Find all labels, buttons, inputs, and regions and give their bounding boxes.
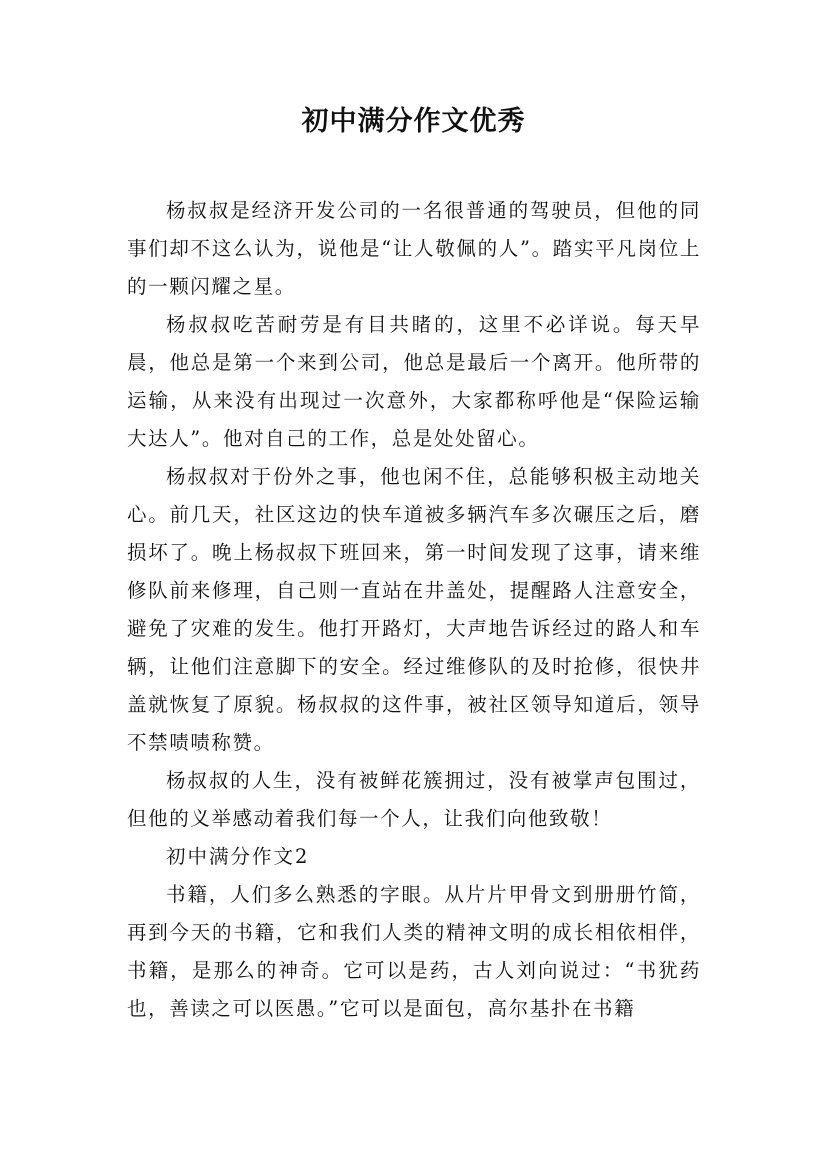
section-heading: 初中满分作文2 (166, 845, 310, 868)
paragraph-3: 杨叔叔对于份外之事，他也闲不住，总能够积极主动地关心。前几天，社区这边的快车道被多辆汽车多次碾压之后，磨损坏了。晚上杨叔叔下班回来，第一时间发现了这事，请来维修队前来修理，自己则一直站在井盖处，提醒路人注意安全，避免了灾难的发生。他打开路灯，大声地告诉经过的路人和车辆，让他们注意脚下的安全。经过维修队的及时抢修，很快井盖就恢复了原貌。杨叔叔的这件事，被社区领导知道后，领导不禁啧啧称赞。 (127, 465, 701, 754)
paragraph-4: 杨叔叔的人生，没有被鲜花簇拥过，没有被掌声包围过，但他的义举感动着我们每一个人，让我们向他致敬！ (127, 769, 701, 830)
document-body (127, 192, 701, 1028)
document-title: 初中满分作文优秀 (301, 106, 526, 137)
paragraph-5: 书籍，人们多么熟悉的字眼。从片片甲骨文到册册竹简，再到今天的书籍，它和我们人类的精神文明的成长相依相伴，书籍，是那么的神奇。它可以是药，古人刘向说过：“书犹药也，善读之可以医愚。”它可以是面包，高尔基扑在书籍 (127, 883, 701, 1020)
paragraph-1: 杨叔叔是经济开发公司的一名很普通的驾驶员，但他的同事们却不这么认为，说他是“让人敬佩的人”。踏实平凡岗位上的一颗闪耀之星。 (127, 199, 701, 298)
paragraph-2: 杨叔叔吃苦耐劳是有目共睹的，这里不必详说。每天早晨，他总是第一个来到公司，他总是最后一个离开。他所带的运输，从来没有出现过一次意外，大家都称呼他是“保险运输大达人”。他对自己的工作，总是处处留心。 (127, 313, 701, 450)
